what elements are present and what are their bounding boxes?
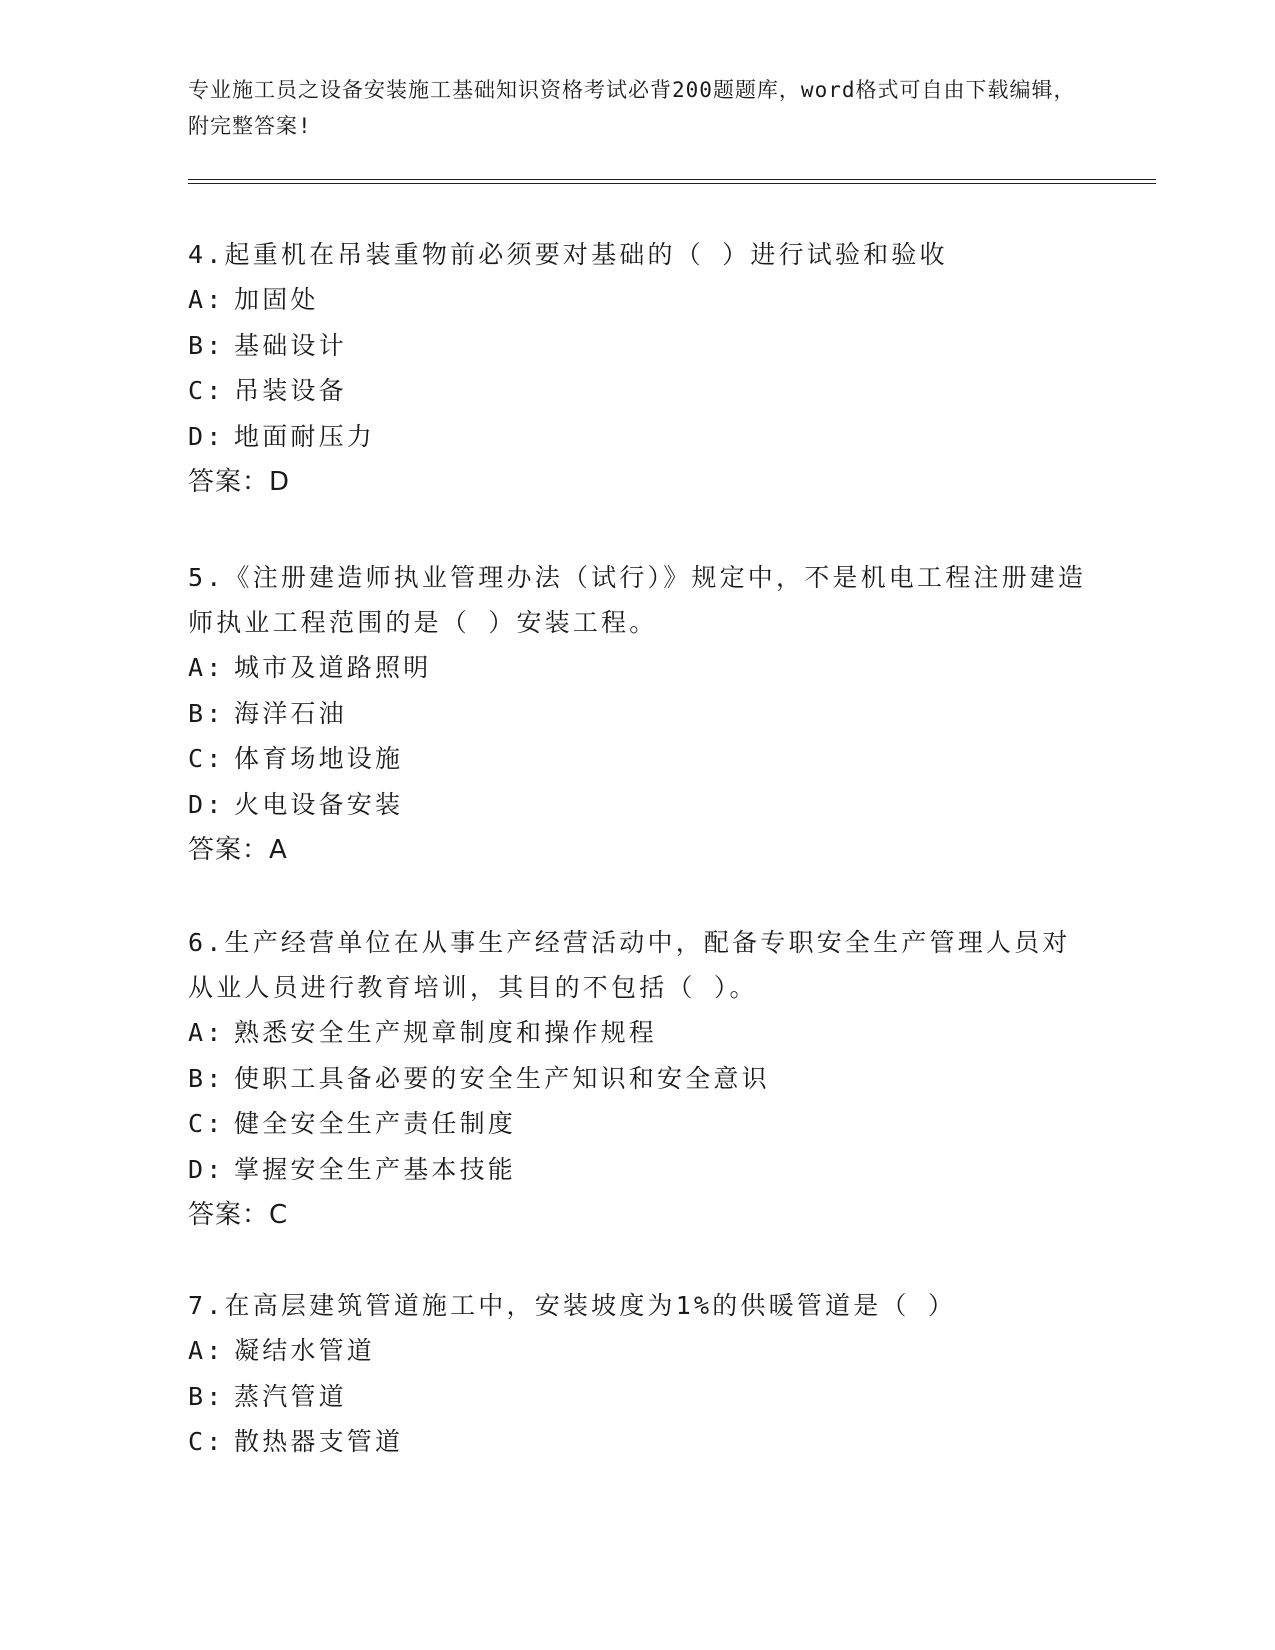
option-text: 掌握安全生产基本技能 (234, 1154, 517, 1184)
option-c (188, 368, 1088, 414)
option-a (188, 277, 1088, 323)
option-letter: B: (188, 1063, 225, 1093)
option-text: 散热器支管道 (234, 1427, 404, 1456)
option-text: 熟悉安全生产规章制度和操作规程 (234, 1018, 658, 1047)
option-letter: C: (188, 376, 225, 405)
option-text: 健全安全生产责任制度 (234, 1109, 517, 1138)
question-7 (188, 1283, 1088, 1465)
option-letter: A: (188, 1018, 225, 1047)
option-text: 蒸汽管道 (234, 1381, 347, 1411)
question-5 (188, 555, 1088, 873)
question-stem: 6.生产经营单位在从事生产经营活动中，配备专职安全生产管理人员对从业人员进行教育培训，其目的不包括（ ）。 (188, 928, 1071, 1002)
question-6 (188, 920, 1088, 1238)
answer-line: 答案：D (188, 467, 291, 497)
option-a (188, 645, 1088, 691)
option-letter: A: (188, 285, 225, 314)
question-4 (188, 232, 1088, 505)
option-letter: A: (188, 1336, 225, 1365)
option-b (188, 323, 1088, 369)
option-c (188, 1101, 1088, 1147)
option-b (188, 1374, 1088, 1420)
option-text: 使职工具备必要的安全生产知识和安全意识 (234, 1063, 770, 1093)
answer-line: 答案：A (188, 835, 288, 865)
option-text: 吊装设备 (234, 376, 347, 405)
option-a (188, 1328, 1088, 1374)
option-text: 加固处 (234, 285, 319, 314)
option-letter: A: (188, 653, 225, 682)
option-letter: B: (188, 330, 225, 360)
option-letter: C: (188, 1109, 225, 1138)
option-d (188, 1147, 1088, 1193)
option-text: 体育场地设施 (234, 744, 404, 773)
option-letter: B: (188, 698, 225, 728)
answer-line: 答案：C (188, 1200, 289, 1230)
option-c (188, 736, 1088, 782)
document-header-title: 专业施工员之设备安装施工基础知识资格考试必背200题题库，word格式可自由下载编辑，附完整答案! (188, 78, 1076, 138)
option-letter: C: (188, 1427, 225, 1456)
header-divider-top (188, 179, 1156, 180)
question-stem: 7.在高层建筑管道施工中，安装坡度为1%的供暖管道是（ ） (188, 1291, 957, 1320)
option-letter: C: (188, 744, 225, 773)
option-text: 基础设计 (234, 330, 347, 360)
option-c (188, 1419, 1088, 1465)
option-text: 海洋石油 (234, 698, 347, 728)
option-letter: D: (188, 1154, 225, 1184)
option-text: 火电设备安装 (234, 789, 404, 819)
option-letter: B: (188, 1381, 225, 1411)
option-letter: D: (188, 421, 225, 451)
option-b (188, 691, 1088, 737)
option-d (188, 414, 1088, 460)
header-divider-bottom (188, 183, 1156, 184)
option-text: 地面耐压力 (234, 421, 376, 451)
option-d (188, 782, 1088, 828)
question-stem: 5.《注册建造师执业管理办法（试行）》规定中，不是机电工程注册建造师执业工程范围的是（ ）安装工程。 (188, 563, 1087, 637)
option-b (188, 1056, 1088, 1102)
option-text: 城市及道路照明 (234, 653, 432, 682)
option-a (188, 1010, 1088, 1056)
option-letter: D: (188, 789, 225, 819)
question-stem: 4.起重机在吊装重物前必须要对基础的（ ）进行试验和验收 (188, 240, 948, 269)
option-text: 凝结水管道 (234, 1336, 376, 1365)
